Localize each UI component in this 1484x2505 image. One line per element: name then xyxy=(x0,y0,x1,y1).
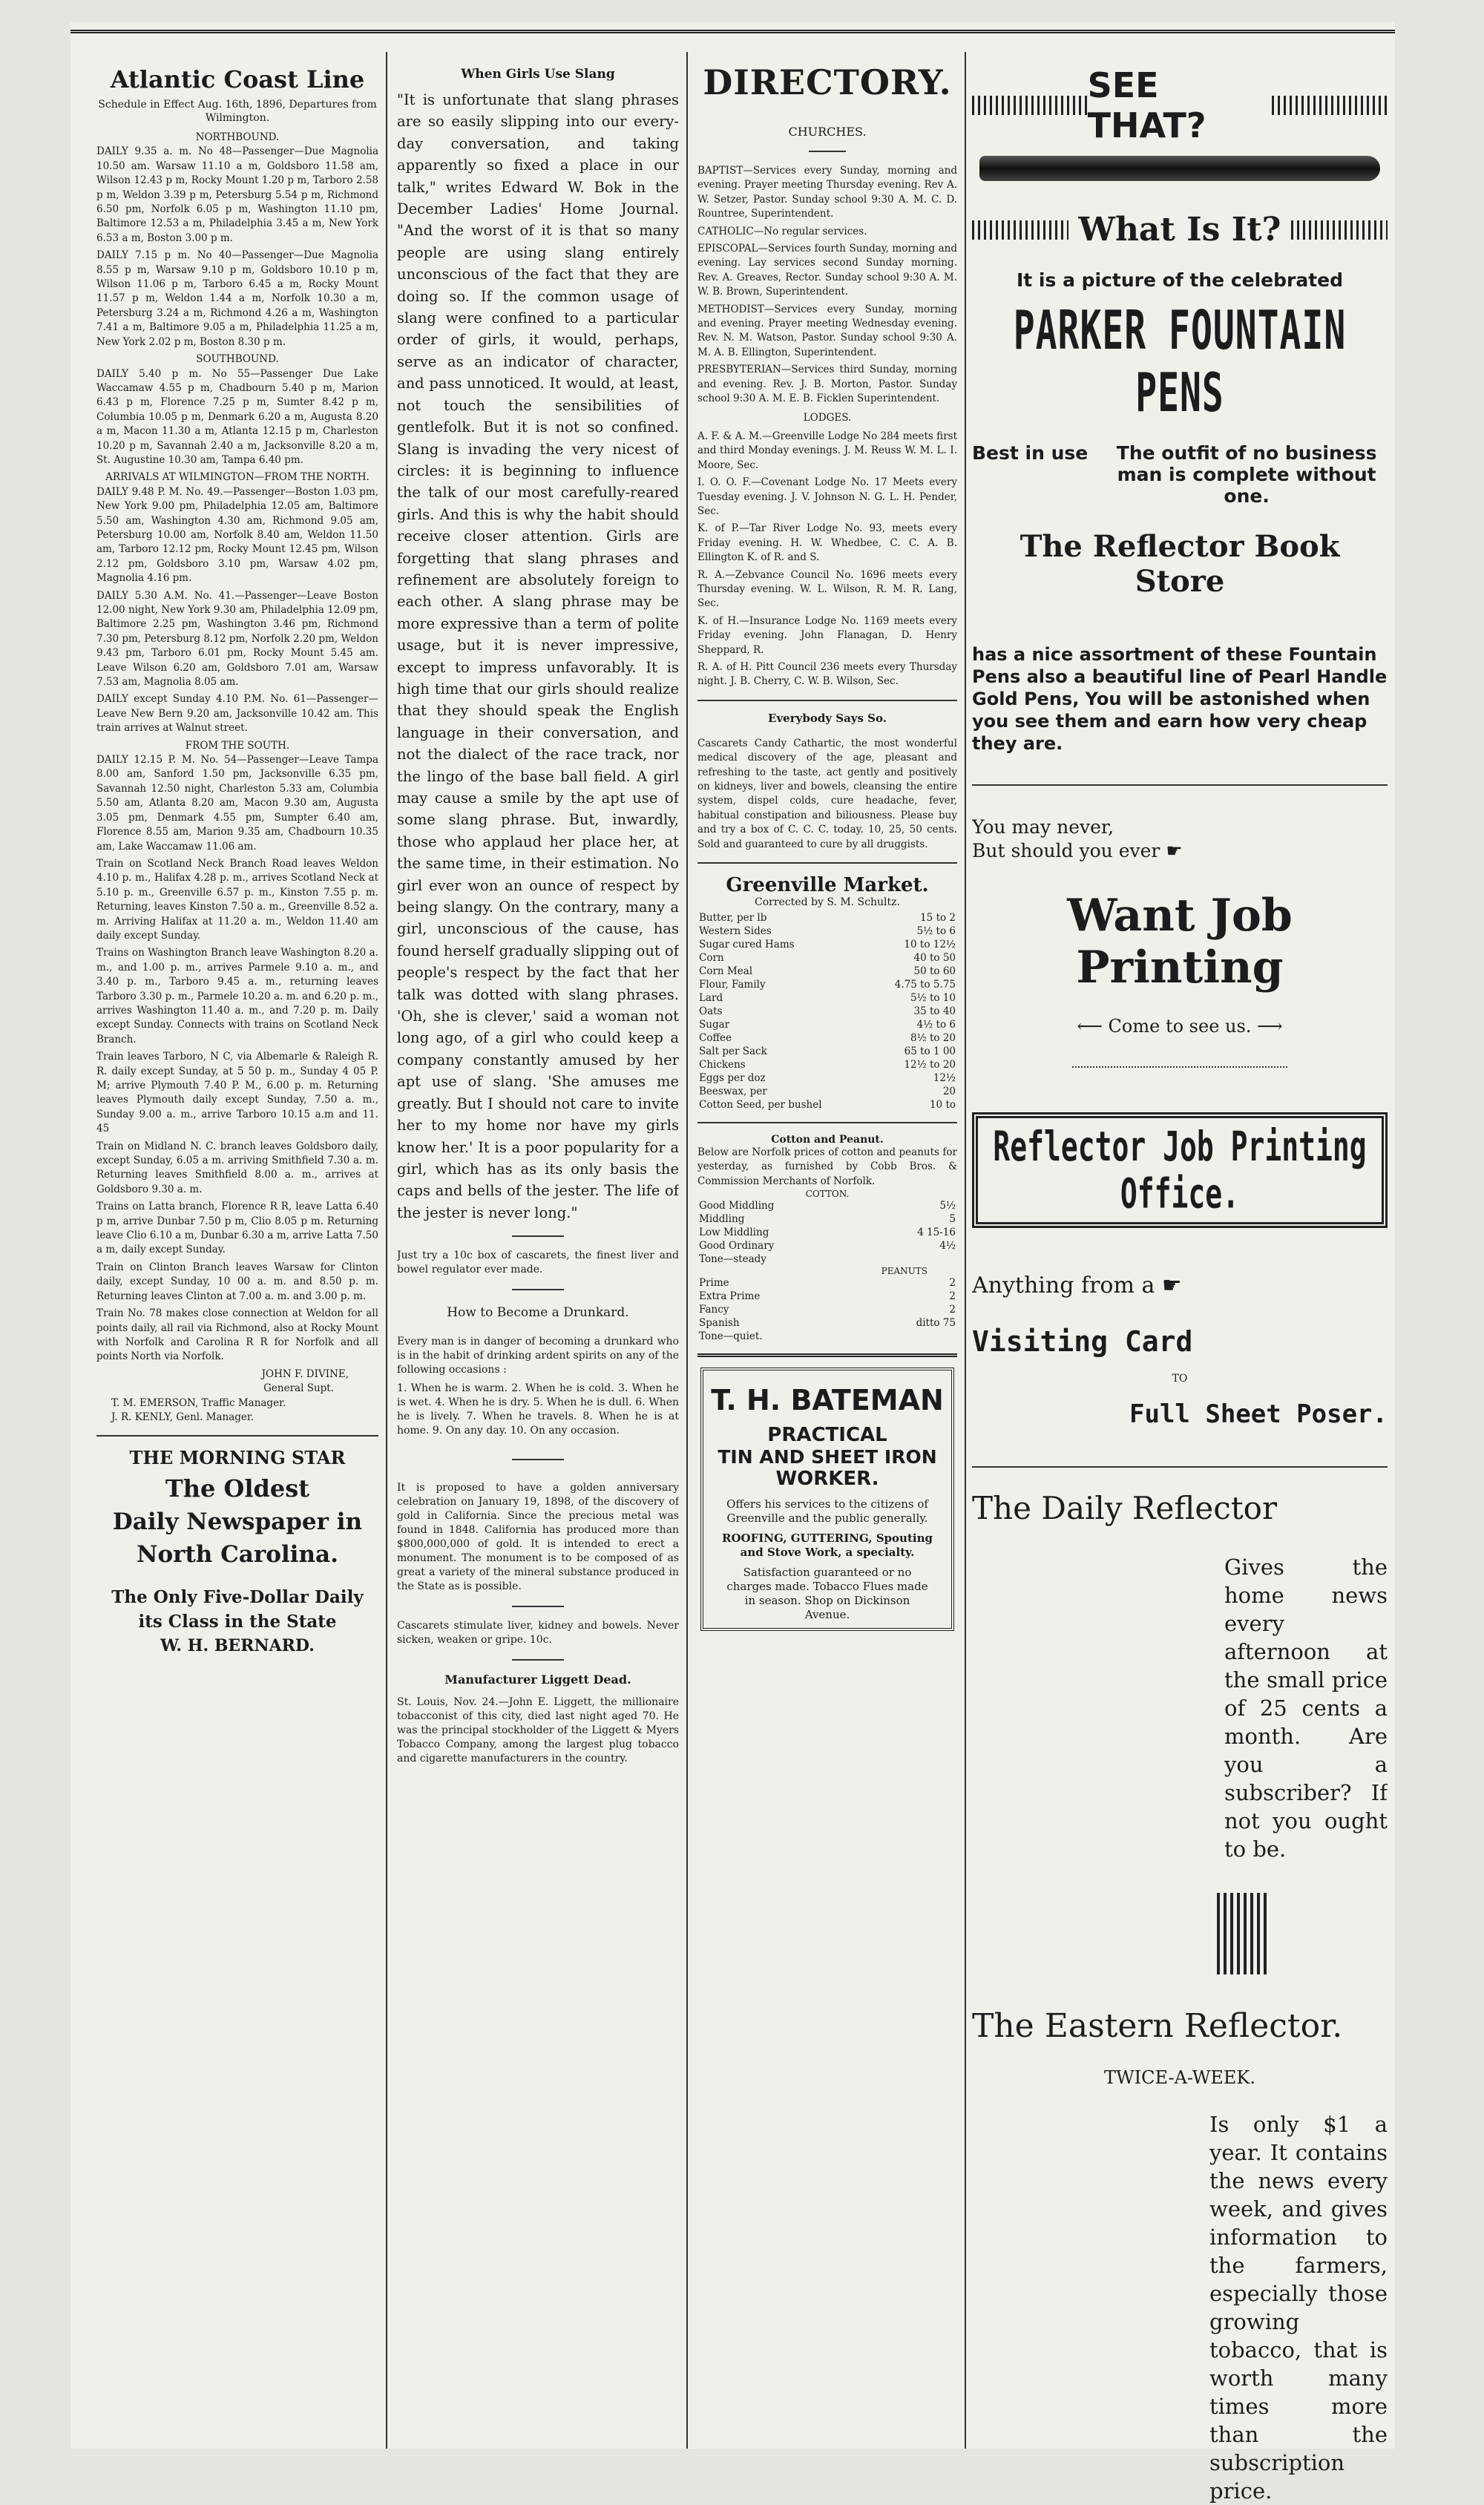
table-row xyxy=(697,1252,957,1266)
item-price: 4½ xyxy=(939,1240,956,1252)
outfit-text: The outfit of no business man is complete without one. xyxy=(1116,442,1377,507)
item-name: Extra Prime xyxy=(699,1290,761,1303)
branch-entry: Trains on Latta branch, Florence R R, leave Latta 6.40 p m, arrive Dunbar 7.50 p m, Clio 8.05 p m. Returning leave Clio 6.10 a m, Dunbar 6.30 a m, arrive Latta 7.50 a m, daily except Sunday. xyxy=(96,1201,378,1256)
ad-line: T. H. BATEMAN xyxy=(711,1384,944,1417)
best-in-use-row xyxy=(972,442,1388,507)
come-text: Come to see us. xyxy=(1108,1016,1252,1037)
to-line: TO xyxy=(1172,1373,1188,1385)
section-head: CHURCHES. xyxy=(788,125,867,139)
branch-entry: Train No. 78 makes close connection at Weldon for all points daily, all rail via Richmond, also at Rocky Mount with Norfolk and Carolina R R for Norfolk and all points North via Norfolk. xyxy=(96,1307,378,1363)
item-price: 65 to 1 00 xyxy=(904,1045,956,1058)
ad-line: TIN AND SHEET IRON xyxy=(718,1446,937,1468)
table-row xyxy=(697,965,957,978)
church-entry: BAPTIST—Services every Sunday, morning and evening. Prayer meeting Thursday evening. Rev A. W. Setzer, Pastor. Sunday school 9:30 A. M. C. D. Rountree, Superintendent. xyxy=(697,165,957,220)
table-row xyxy=(697,925,957,938)
item-name: Coffee xyxy=(699,1032,732,1045)
divider xyxy=(697,1122,957,1123)
item-price: 40 to 50 xyxy=(913,952,956,965)
item-name: Sugar xyxy=(699,1019,730,1031)
signature: T. M. EMERSON, Traffic Manager. xyxy=(111,1396,286,1409)
item-price: 15 to 2 xyxy=(920,912,956,925)
divider xyxy=(697,862,957,864)
liggett-article: St. Louis, Nov. 24.—John E. Liggett, the millionaire tobacconist of this city, died last night aged 70. He was the principal stockholder of the Liggett & Myers Tobacco Company, among the largest plug tobacco and cigarette manufacturers in the country. xyxy=(397,1696,679,1765)
train-entry: DAILY 9.35 a. m. No 48—Passenger—Due Magnolia 10.50 am. Warsaw 11.10 a m, Goldsboro 11.58 am, Wilson 12.43 p m, Rocky Mount 1.20 p m, Tarboro 2.58 p m, Weldon 3.39 p m, Petersburg 5.54 p m, Richmond 6.50 pm, Norfolk 6.05 p m, Washington 11.10 pm, Baltimore 12.53 a m, Philadelphia 3.45 a m, New York 6.53 a m, Boston 3.00 p m. xyxy=(96,145,378,244)
branch-entry: Trains on Washington Branch leave Washington 8.20 a. m., and 1.00 p. m., arrives Parmele 9.10 a. m., and 3.40 p. m., Tarboro 9.45 a. m., returning leaves Tarboro 3.30 p. m., Parmele 10.20 a. m. and 6.20 p. m., arrives Washington 11.40 a. m., and 7.20 p. m. Daily except Sunday. Connects with trains on Scotland Neck Branch. xyxy=(96,947,378,1045)
branch-entry: Train on Midland N. C. branch leaves Goldsboro daily, except Sunday, 6.05 a m. arriving Smithfield 7.30 a. m. Returning leaves Smithfield 8.00 a. m., arrives at Goldsboro 9.30 a. m. xyxy=(96,1140,378,1195)
want-job-printing-headline: Want Job Printing xyxy=(1067,890,1293,994)
twice-a-week: TWICE-A-WEEK. xyxy=(1104,2067,1255,2088)
lodge-entry: A. F. & A. M.—Greenville Lodge No 284 meets first and third Monday evenings. J. M. Reuss W. M. L. I. Moore, Sec. xyxy=(697,430,957,471)
morning-star-ad xyxy=(96,1447,378,1655)
item-name: Flour, Family xyxy=(699,979,766,991)
table-row xyxy=(697,1239,957,1252)
table-row xyxy=(697,938,957,951)
table-row xyxy=(697,1212,957,1226)
article-title: Manufacturer Liggett Dead. xyxy=(444,1672,631,1687)
item-price: 8½ to 20 xyxy=(910,1032,956,1045)
timetable xyxy=(96,131,378,1425)
item-name: Tone—quiet. xyxy=(699,1330,763,1343)
daily-reflector-body: Gives the home news every afternoon at the small price of 25 cents a month. Are you a subscriber? If not you ought to be. xyxy=(1224,1554,1388,1862)
section-head: SOUTHBOUND. xyxy=(196,353,279,366)
see-that-header xyxy=(972,65,1388,145)
chain-ornament-icon xyxy=(972,96,1088,115)
divider xyxy=(972,784,1388,786)
ad-line: THE MORNING STAR xyxy=(129,1447,346,1469)
atlantic-coast-line-title: Atlantic Coast Line xyxy=(110,65,365,93)
divider xyxy=(512,1606,564,1607)
table-row xyxy=(697,978,957,991)
item-name: Tone—steady xyxy=(699,1253,766,1266)
item-price: 35 to 40 xyxy=(913,1005,956,1018)
item-name: Prime xyxy=(699,1277,729,1290)
table-row xyxy=(697,951,957,965)
divider xyxy=(512,1289,564,1290)
item-name: Beeswax, per xyxy=(699,1086,767,1098)
signature: J. R. KENLY, Genl. Manager. xyxy=(111,1411,255,1423)
section-head: LODGES. xyxy=(803,411,852,424)
item-name: Cotton Seed, per bushel xyxy=(699,1099,822,1112)
bateman-ad xyxy=(700,1368,954,1631)
item-name: Corn xyxy=(699,952,724,965)
signature: JOHN F. DIVINE, xyxy=(261,1368,349,1380)
item-name: Corn Meal xyxy=(699,965,753,978)
divider xyxy=(1072,1066,1287,1068)
table-row xyxy=(697,1071,957,1085)
come-to-see-us: ⟵ Come to see us. ⟶ xyxy=(1077,1016,1283,1037)
item-name: Good Ordinary xyxy=(699,1240,775,1252)
divider xyxy=(697,700,957,701)
gold-article: It is proposed to have a golden anniversary celebration on January 19, 1898, of the discovery of gold in California. Since the precious metal was found in 1848. California has produced more than $800,000,000 of gold. It is intended to erect a monument. The monument is to be composed of as great a variety of the mineral substance produced in the State as is possible. xyxy=(397,1482,679,1593)
section-head: PEANUTS xyxy=(881,1266,928,1277)
directory-column xyxy=(697,52,957,1637)
job-office-headline: Reflector Job Printing Office. xyxy=(993,1123,1367,1218)
table-row xyxy=(697,1018,957,1031)
train-entry: DAILY 5.40 p m. No 55—Passenger Due Lake Waccamaw 4.55 p m, Chadbourn 5.40 p m, Marion 6.43 p m, Florence 7.25 p m, Sumter 8.42 p m, Columbia 10.05 p m, Denmark 6.20 a m, Augusta 8.20 a m, Macon 11.30 a m, Atlanta 12.15 p m, Charleston 10.20 p m, Savannah 2.40 a m, Jacksonville 8.20 a m, St. Augustine 10.30 am, Tampa 6.40 pm. xyxy=(96,367,378,466)
ad-line: The Only Five-Dollar Daily xyxy=(111,1587,364,1608)
item-price: 5½ xyxy=(939,1200,956,1212)
item-price: 5½ to 6 xyxy=(916,925,956,938)
item-name: Spanish xyxy=(699,1317,740,1330)
item-price: 2 xyxy=(949,1304,956,1316)
train-entry: DAILY 9.48 P. M. No. 49.—Passenger—Boston 1.03 pm, New York 9.00 pm, Philadelphia 12.05 am, Baltimore 5.50 am, Washington 4.30 am, Richmond 9.05 am, Petersburg 10.00 am, Norfolk 8.40 am, Weldon 11.50 am, Tarboro 12.12 pm, Rocky Mount 12.45 pm, Wilson 2.12 pm, Goldsboro 3.10 pm, Warsaw 4.02 pm, Magnolia 4.16 pm. xyxy=(96,485,378,585)
table-row xyxy=(697,1199,957,1212)
section-head: ARRIVALS AT WILMINGTON—FROM THE NORTH. xyxy=(105,471,370,484)
anything-line xyxy=(972,1273,1388,1299)
section-head: FROM THE SOUTH. xyxy=(185,739,290,752)
visiting-card: Visiting Card xyxy=(972,1325,1193,1358)
item-name: Lard xyxy=(699,992,723,1005)
ad-line: W. H. BERNARD. xyxy=(160,1636,315,1656)
ad-line: Offers his services to the citizens of Greenville and the public generally. xyxy=(726,1497,928,1526)
branch-entry: Train leaves Tarboro, N C, via Albemarle & Raleigh R. R. daily except Sunday, at 5 50 p. m., Sunday 4 05 P. M; arrive Plymouth 7.40 P. M., 6.00 p. m. Returning leaves Plymouth daily except Sunday, 7.50 a. m., Sunday 9.00 a. m., arrive Tarboro 10.15 a.m and 11. 45 xyxy=(96,1051,378,1135)
article-title: Everybody Says So. xyxy=(768,711,887,725)
item-price xyxy=(856,1330,957,1343)
job-office-box xyxy=(972,1112,1388,1228)
parker-pens-headline: PARKER FOUNTAIN PENS xyxy=(1013,300,1347,424)
directory-title: DIRECTORY. xyxy=(703,62,952,102)
item-price: 50 to 60 xyxy=(913,965,956,978)
item-price: 4 15-16 xyxy=(917,1227,956,1239)
never-line xyxy=(972,839,1388,863)
market-subtitle: Corrected by S. M. Schultz. xyxy=(755,896,900,909)
table-row xyxy=(697,1085,957,1098)
article-title: How to Become a Drunkard. xyxy=(447,1305,629,1321)
market-title: Greenville Market. xyxy=(726,874,929,897)
full-sheet-poster: Full Sheet Poser. xyxy=(1129,1399,1388,1429)
slang-article: "It is unfortunate that slang phrases are so easily slipping into our every-day conversation, and taking apparently so fixed a place in our talk," writes Edward W. Bok in the December Ladies' Home Journal. "And the worst of it is that so many people are using slang entirely unconscious of the fact that they are doing so. If the common usage of slang were confined to a particular order of girls, it would, perhaps, serve as an indicator of character, and pass unnoticed. It would, at least, not touch the sensibilities of gentlefolk. But it is not so confined. Slang is invading the very nicest of circles: it is beginning to influence the talk of our most carefully-reared girls. And this is why the habit should receive closer attention. Girls are forgetting that slang phrases and refinement are absolutely foreign to each other. A slang phrase may be more expressive than a term of polite usage, but it is never impressive, except to impress unfavorably. It is high time that our girls should realize that they should speak the English language in their conversation, and not the dialect of the race track, nor the lingo of the base ball field. A girl may cause a smile by the apt use of some slang phrase. But, inwardly, those who applaud her place her, at the same time, in their estimation. No girl ever won an ounce of respect by being slangy. On the contrary, many a girl, unconscious of the cause, has found herself gradually slipping out of people's respect by the fact that her talk was dotted with slang phrases. 'Oh, she is clever,' said a woman not long ago, of a girl who could keep a company constantly amused by her apt use of slang. 'She amuses me greatly. But I should not care to invite her to my home nor have my girls know her.' It is a poor popularity for a girl, which has as its only basis the caps and bells of the jester. The life of the jester is never long." xyxy=(397,91,679,1221)
article-title: When Girls Use Slang xyxy=(461,67,615,82)
train-entry: DAILY except Sunday 4.10 P.M. No. 61—Passenger—Leave New Bern 9.20 am, Jacksonville 10.42 am. This train arrives at Walnut street. xyxy=(96,693,378,735)
item-price xyxy=(867,1252,957,1266)
column-rule xyxy=(965,52,966,2449)
cascarets-ad: Cascarets stimulate liver, kidney and bowels. Never sicken, weaken or gripe. 10c. xyxy=(397,1620,679,1647)
item-price: ditto 75 xyxy=(916,1317,956,1330)
schedule-note: Schedule in Effect Aug. 16th, 1896, Departures from Wilmington. xyxy=(98,99,377,124)
what-is-it-header xyxy=(972,211,1388,249)
item-name: Salt per Sack xyxy=(699,1045,767,1058)
table-row xyxy=(697,1226,957,1239)
table-row xyxy=(697,1098,957,1112)
cascarets-ad: Just try a 10c box of cascarets, the finest liver and bowel regulator ever made. xyxy=(397,1250,679,1276)
item-name: Western Sides xyxy=(699,925,772,938)
item-name: Oats xyxy=(699,1005,723,1018)
table-row xyxy=(697,991,957,1005)
item-price: 10 to 12½ xyxy=(904,939,956,951)
section-head: NORTHBOUND. xyxy=(195,131,280,143)
table-row xyxy=(697,911,957,925)
peanut-table xyxy=(697,1276,957,1343)
column-rule xyxy=(386,52,387,2449)
hand-pointer-icon: ☛ xyxy=(1161,1273,1182,1299)
ad-line: Daily Newspaper in xyxy=(112,1508,363,1536)
table-row xyxy=(697,1303,957,1316)
item-name: Low Middling xyxy=(699,1227,769,1239)
train-entry: DAILY 12.15 P. M. No. 54—Passenger—Leave Tampa 8.00 am, Sanford 1.50 pm, Jacksonville 6.35 pm, Savannah 12.50 night, Charleston 5.33 am, Columbia 5.50 am, Atlanta 8.20 am, Macon 9.30 am, Augusta 3.05 pm, Denmark 4.55 pm, Sumpter 6.40 am, Florence 8.55 am, Marion 9.35 am, Chadbourn 10.35 am, Lake Waccamaw 11.06 am. xyxy=(96,754,378,853)
church-entry: PRESBYTERIAN—Services third Sunday, morning and evening. Rev. J. B. Morton, Pastor. Sunday school 9:30 A. M. E. B. Ficklen Superintendent. xyxy=(697,364,957,405)
divider xyxy=(512,1459,564,1460)
what-is-it-headline: What Is It? xyxy=(1078,211,1281,249)
church-entry: METHODIST—Services every Sunday, morning and evening. Prayer meeting Wednesday evening. Rev. N. M. Watson, Pastor. Sunday school 9:30 A. M. A. B. Ellington, Superintendent. xyxy=(697,303,957,358)
ad-line: ROOFING, GUTTERING, Spouting and Stove Work, a specialty. xyxy=(722,1531,933,1560)
item-name: Sugar cured Hams xyxy=(699,939,795,951)
lodge-entry: I. O. O. F.—Covenant Lodge No. 17 Meets every Tuesday evening. J. V. Johnson N. G. L. H. Pender, Sec. xyxy=(697,476,957,517)
church-entry: CATHOLIC—No regular services. xyxy=(697,225,867,237)
ad-line: The Oldest xyxy=(165,1474,310,1503)
chain-ornament-icon xyxy=(1291,220,1388,240)
fountain-pen-icon xyxy=(979,156,1380,181)
eastern-reflector-body: Is only $1 a year. It contains the news every week, and gives information to the farmers, especially those growing tobacco, that is worth many times more than the subscription price. xyxy=(1209,2112,1388,2504)
ornament-icon xyxy=(1217,1893,1269,1974)
daily-reflector-title: The Daily Reflector xyxy=(972,1490,1278,1526)
divider xyxy=(697,1353,957,1357)
book-store-headline: The Reflector Book Store xyxy=(1020,529,1340,599)
item-price: 4½ to 6 xyxy=(916,1019,956,1031)
item-price: 10 to xyxy=(929,1099,956,1112)
best-in-use: Best in use xyxy=(972,442,1089,464)
ad-line: North Carolina. xyxy=(137,1541,338,1569)
table-row xyxy=(697,1316,957,1330)
article-body: 1. When he is warm. 2. When he is cold. 3. When he is wet. 4. When he is dry. 5. When he is dull. 6. When he is lively. 7. When he travels. 8. When he is at home. 9. On any day. 10. On any occasion. xyxy=(397,1382,679,1437)
cotton-intro: Below are Norfolk prices of cotton and peanuts for yesterday, as furnished by Cobb Bros. & Commission Merchants of Norfolk. xyxy=(697,1146,957,1187)
item-price: 12½ xyxy=(933,1072,956,1085)
market-table xyxy=(697,911,957,1112)
divider xyxy=(512,1659,564,1661)
lodge-entry: R. A. of H. Pitt Council 236 meets every Thursday night. J. B. Cherry, C. W. B. Wilson, Sec. xyxy=(697,661,957,688)
item-price: 5 xyxy=(949,1213,956,1226)
column-rule xyxy=(686,52,688,2449)
section-head: Cotton and Peanut. xyxy=(771,1134,884,1146)
lodge-entry: R. A.—Zebvance Council No. 1696 meets every Thursday evening. W. L. Wilson, R. M. R. Lang, Sec. xyxy=(697,568,957,610)
see-that-headline: SEE THAT? xyxy=(1087,65,1206,145)
table-row xyxy=(697,1276,957,1290)
divider xyxy=(972,1466,1388,1468)
chain-ornament-icon xyxy=(1272,96,1388,115)
picture-caption: It is a picture of the celebrated xyxy=(1016,269,1344,291)
item-price: 5½ to 10 xyxy=(910,992,956,1005)
divider xyxy=(512,1235,564,1237)
hand-pointer-icon: ☛ xyxy=(1166,840,1183,861)
item-price: 20 xyxy=(942,1086,956,1098)
eastern-reflector-title: The Eastern Reflector. xyxy=(972,2007,1343,2045)
table-row xyxy=(697,1005,957,1018)
table-row xyxy=(697,1330,957,1343)
item-name: Fancy xyxy=(699,1304,729,1316)
railroad-column xyxy=(96,52,378,1655)
branch-entry: Train on Clinton Branch leaves Warsaw for Clinton daily, except Sunday, 10 00 a. m. and 8.50 p. m. Returning leaves Clinton at 7.00 a. m. and 3.00 p. m. xyxy=(96,1261,378,1302)
ad-line: its Class in the State xyxy=(138,1612,337,1632)
item-price: 12½ to 20 xyxy=(904,1059,956,1071)
item-name: Butter, per lb xyxy=(699,912,767,925)
articles-column xyxy=(397,52,679,1766)
item-price: 2 xyxy=(949,1290,956,1303)
table-row xyxy=(697,1290,957,1303)
chain-ornament-icon xyxy=(972,220,1068,240)
pens-copy: has a nice assortment of these Fountain Pens also a beautiful line of Pearl Handle Gold Pens, You will be astonished when you see them and earn how very cheap they are. xyxy=(972,644,1388,754)
ads-column xyxy=(972,52,1388,2505)
church-entry: EPISCOPAL—Services fourth Sunday, morning and evening. Lay services second Sunday morning. Rev. A. Greaves, Rector. Sunday school 9:30 A. M. W. B. Brown, Superintendent. xyxy=(697,243,957,298)
ad-line: Satisfaction guaranteed or no charges made. Tobacco Flues made in season. Shop on Dickinson Avenue. xyxy=(726,1566,928,1622)
divider xyxy=(96,1435,378,1437)
top-rule xyxy=(70,30,1395,33)
signature: General Supt. xyxy=(263,1382,334,1395)
item-name: Good Middling xyxy=(699,1200,775,1212)
newspaper-page xyxy=(70,22,1395,2504)
item-name: Middling xyxy=(699,1213,745,1226)
cotton-table xyxy=(697,1199,957,1266)
ad-line: WORKER. xyxy=(775,1468,879,1491)
section-head: COTTON. xyxy=(805,1189,850,1200)
train-entry: DAILY 5.30 A.M. No. 41.—Passenger—Leave Boston 12.00 night, New York 9.30 am, Philadelphia 12.09 pm, Baltimore 2.25 pm, Washington 3.46 pm, Richmond 7.30 pm, Petersburg 8.12 pm, Norfolk 2.20 pm, Weldon 9.43 pm, Tarboro 6.01 pm, Rocky Mount 5.45 am. Leave Wilson 6.20 am, Goldsboro 7.01 am, Warsaw 7.53 am, Magnolia 8.05 am. xyxy=(96,589,378,689)
never-text: But should you ever xyxy=(972,840,1160,861)
article-body: Every man is in danger of becoming a drunkard who is in the habit of drinking ardent spirits on any of the following occasions : xyxy=(397,1336,679,1376)
item-price: 4.75 to 5.75 xyxy=(894,979,956,991)
lodge-entry: K. of H.—Insurance Lodge No. 1169 meets every Friday evening. John Flanagan, D. Henry Sheppard, R. xyxy=(697,614,957,656)
cascarets-ad: Cascarets Candy Cathartic, the most wonderful medical discovery of the age, pleasant and refreshing to the taste, act gently and positively on kidneys, liver and bowels, cleansing the entire system, dispel colds, cure headache, fever, habitual constipation and biliousness. Please buy and try a box of C. C. C. today. 10, 25, 50 cents. Sold and guaranteed to cure by all druggists. xyxy=(697,737,957,850)
ad-line: PRACTICAL xyxy=(767,1424,887,1447)
item-name: Chickens xyxy=(699,1059,746,1071)
train-entry: DAILY 7.15 p m. No 40—Passenger—Due Magnolia 8.55 p m, Warsaw 9.10 p m, Goldsboro 10.10 p m, Wilson 11.06 p m, Tarboro 6.45 a m, Rocky Mount 11.57 p m, Weldon 1.44 a m, Norfolk 10.30 a m, Petersburg 3.24 a m, Richmond 4.26 a m, Washington 7.41 a m, Baltimore 9.05 a m, Philadelphia 11.25 a m, New York 2.02 p m, Boston 8.30 p m. xyxy=(96,249,378,348)
divider xyxy=(809,151,846,152)
item-name: Eggs per doz xyxy=(699,1072,766,1085)
item-price: 2 xyxy=(949,1277,956,1290)
lodge-entry: K. of P.—Tar River Lodge No. 93, meets every Friday evening. H. W. Whedbee, C. C. A. B. Ellington K. of R. and S. xyxy=(697,522,957,564)
branch-entry: Train on Scotland Neck Branch Road leaves Weldon 4.10 p. m., Halifax 4.28 p. m., arrives Scotland Neck at 5.10 p. m., Greenville 6.57 p. m., Kinston 7.55 p. m. Returning, leaves Kinston 7.50 a. m., Greenville 8.52 a. m. Arriving Halifax at 11.20 a. m., Weldon 11.40 am daily except Sunday. xyxy=(96,857,378,942)
table-row xyxy=(697,1058,957,1071)
table-row xyxy=(697,1031,957,1045)
anything-text: Anything from a xyxy=(972,1273,1155,1299)
table-row xyxy=(697,1045,957,1058)
never-line: You may never, xyxy=(972,816,1114,838)
church-list xyxy=(697,164,957,689)
